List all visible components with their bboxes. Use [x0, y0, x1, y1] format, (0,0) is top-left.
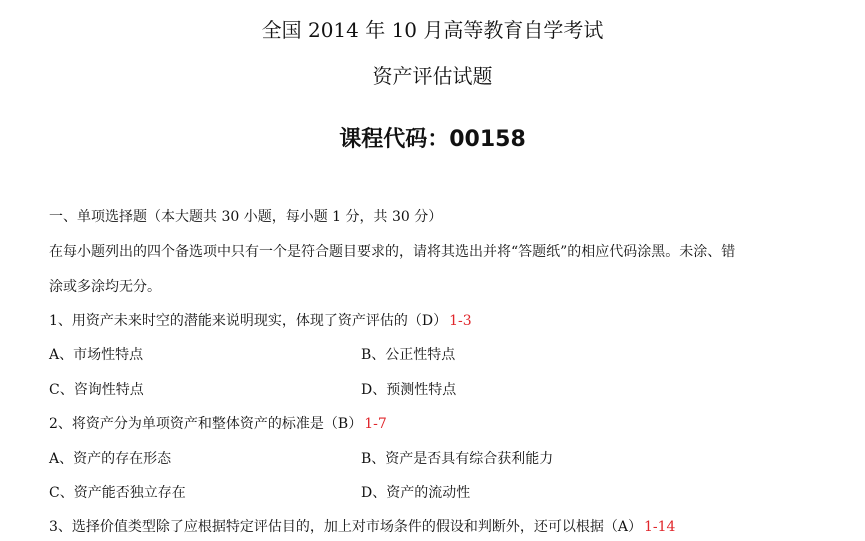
question-3-reference: 1-14	[644, 519, 676, 535]
question-2-text: 2、将资产分为单项资产和整体资产的标准是（B）	[49, 416, 363, 432]
instruction-line-2: 涂或多涂均无分。	[49, 279, 161, 295]
question-2	[49, 414, 387, 434]
question-1-option-c: C、咨询性特点	[49, 382, 144, 398]
instruction-line-1: 在每小题列出的四个备选项中只有一个是符合题目要求的，请将其选出并将“答题纸”的相应代码涂黑。未涂、错	[49, 244, 736, 260]
course-code: 课程代码：00158	[339, 127, 526, 152]
exam-title: 全国 2014 年 10 月高等教育自学考试	[261, 18, 604, 42]
subject-title: 资产评估试题	[372, 64, 493, 88]
question-3	[49, 517, 675, 537]
question-3-text: 3、选择价值类型除了应根据特定评估目的，加上对市场条件的假设和判断外，还可以根据（A）	[49, 519, 643, 535]
question-2-option-d: D、资产的流动性	[361, 485, 471, 501]
question-2-option-b: B、资产是否具有综合获利能力	[361, 451, 554, 467]
question-1-text: 1、用资产未来时空的潜能来说明现实，体现了资产评估的（D）	[49, 313, 448, 329]
question-1-reference: 1-3	[449, 313, 472, 329]
question-2-reference: 1-7	[364, 416, 387, 432]
question-1-option-d: D、预测性特点	[361, 382, 457, 398]
section-heading: 一、单项选择题（本大题共 30 小题，每小题 1 分，共 30 分）	[49, 209, 443, 225]
question-1	[49, 311, 472, 331]
question-2-option-c: C、资产能否独立存在	[49, 485, 186, 501]
question-2-option-a: A、资产的存在形态	[49, 451, 172, 467]
question-1-option-a: A、市场性特点	[49, 347, 144, 363]
question-1-option-b: B、公正性特点	[361, 347, 456, 363]
